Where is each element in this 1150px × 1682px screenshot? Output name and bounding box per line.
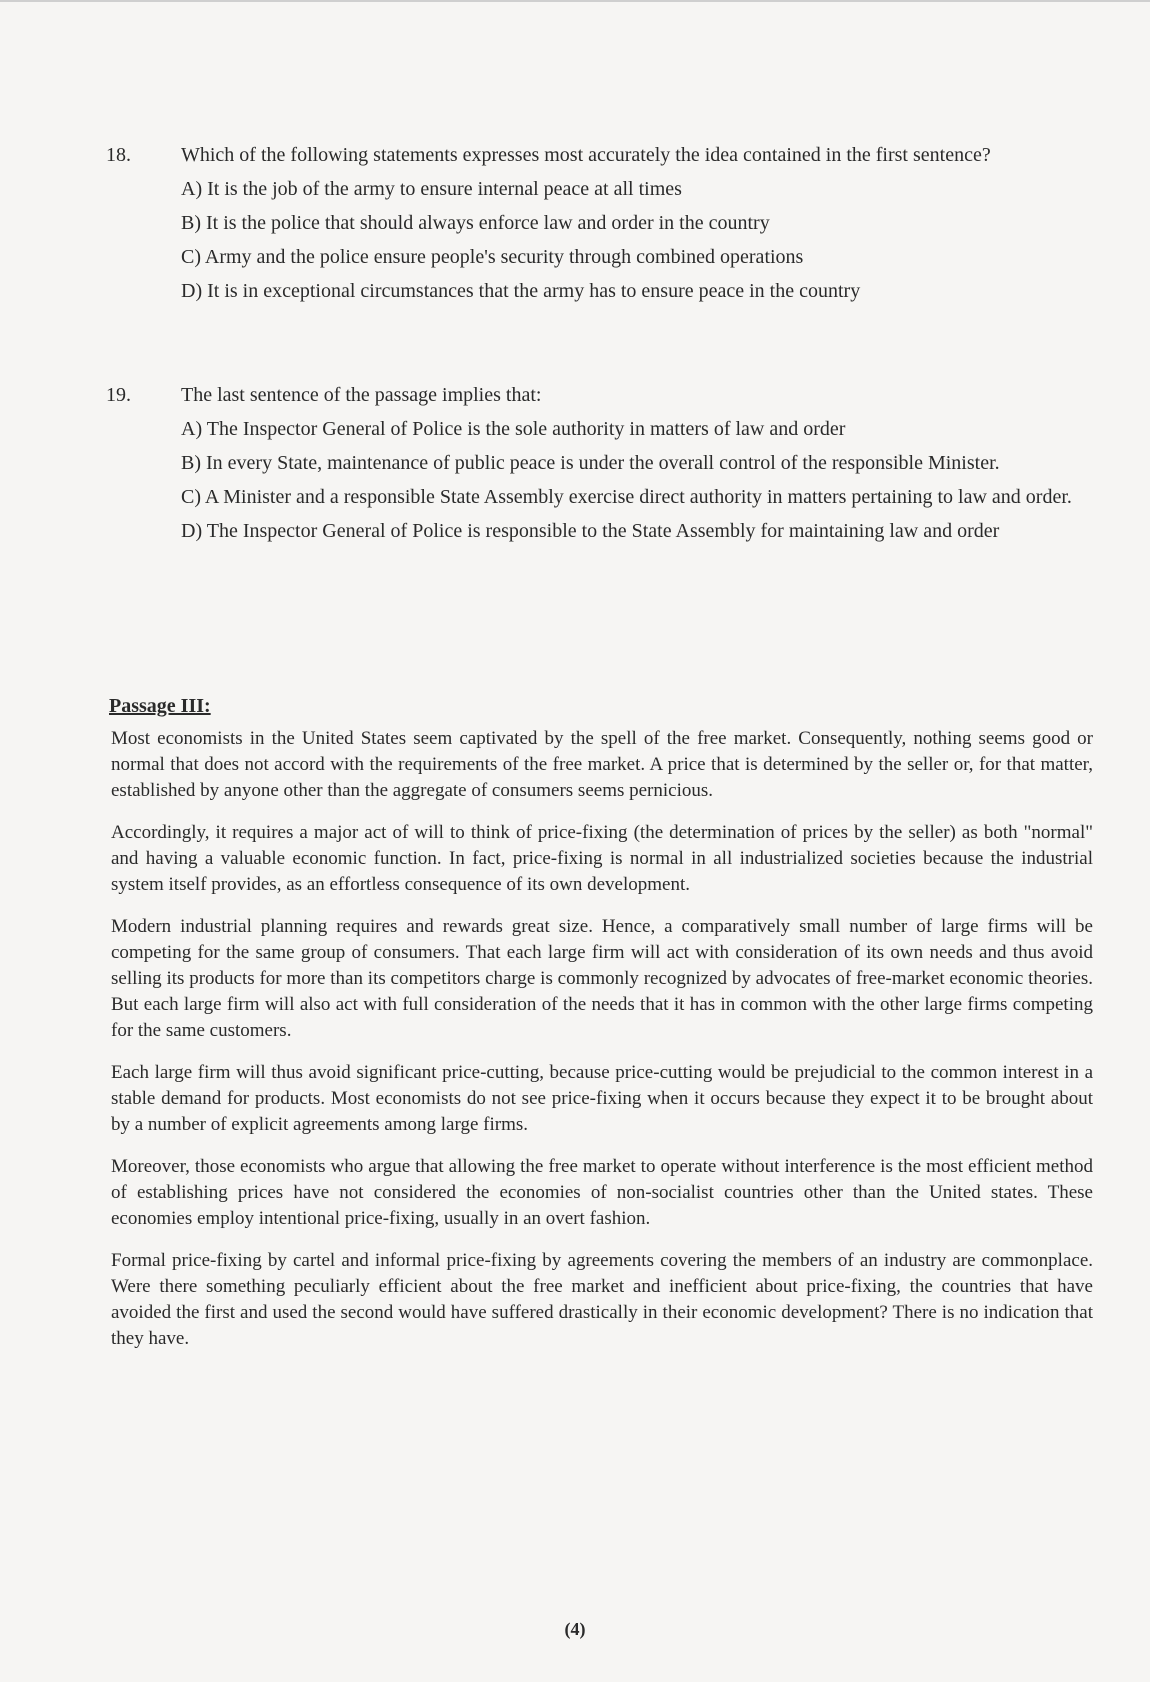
option-d: D) The Inspector General of Police is responsible to the State Assembly for maintaining law and order [181, 520, 1000, 542]
passage-paragraph: Modern industrial planning requires and rewards great size. Hence, a comparatively small number of large firms will be competing for the same group of consumers. That each large firm will act with consideration of its own needs and thus avoid selling its products for more than its competitors charge is commonly recognized by advocates of free-market economic theories. But each large firm will also act with full consideration of the needs that it has in common with the other large firms competing for the same customers. [111, 916, 1093, 1041]
question-number: 18. [106, 144, 131, 166]
option-b: B) It is the police that should always enforce law and order in the country [181, 212, 770, 234]
passage-paragraph: Accordingly, it requires a major act of will to think of price-fixing (the determination of prices by the seller) as both "normal" and having a valuable economic function. In fact, price-fixing is normal in all industrialized societies because the industrial system itself provides, as an effortless consequence of its own development. [111, 822, 1093, 895]
passage-paragraph: Moreover, those economists who argue that allowing the free market to operate without interference is the most efficient method of establishing prices have not considered the economies of non-socialist countries other than the United states. These economies employ intentional price-fixing, usually in an overt fashion. [111, 1156, 1093, 1229]
passage-body [111, 726, 1093, 1368]
option-a: A) The Inspector General of Police is the sole authority in matters of law and order [181, 418, 846, 440]
passage-paragraph: Most economists in the United States seem captivated by the spell of the free market. Consequently, nothing seems good or normal that does not accord with the requirements of the free market. A price that is determined by the seller or, for that matter, established by anyone other than the aggregate of consumers seems pernicious. [111, 728, 1093, 801]
page-number: (4) [564, 1619, 586, 1639]
option-c: C) Army and the police ensure people's security through combined operations [181, 246, 804, 268]
option-a: A) It is the job of the army to ensure internal peace at all times [181, 178, 682, 200]
option-d: D) It is in exceptional circumstances that the army has to ensure peace in the country [181, 280, 861, 302]
passage-paragraph: Formal price-fixing by cartel and informal price-fixing by agreements covering the members of an industry are commonplace. Were there something peculiarly efficient about the free market and inefficient about price-fixing, the countries that have avoided the first and used the second would have suffered drastically in their economic development? There is no indication that they have. [111, 1250, 1093, 1349]
option-b: B) In every State, maintenance of public peace is under the overall control of the responsible Minister. [181, 452, 1000, 474]
question-18 [106, 138, 1096, 308]
passage-paragraph: Each large firm will thus avoid significant price-cutting, because price-cutting would be prejudicial to the common interest in a stable demand for products. Most economists do not see price-fixing when it occurs because they expect it to be brought about by a number of explicit agreements among large firms. [111, 1062, 1093, 1135]
question-number: 19. [106, 384, 131, 406]
question-text: Which of the following statements expresses most accurately the idea contained in the first sentence? [181, 144, 991, 166]
passage-heading: Passage III: [109, 695, 211, 717]
top-edge-rule [0, 0, 1150, 2]
question-text: The last sentence of the passage implies that: [181, 384, 542, 406]
question-19 [106, 378, 1096, 548]
option-c: C) A Minister and a responsible State Assembly exercise direct authority in matters pertaining to law and order. [181, 486, 1072, 508]
